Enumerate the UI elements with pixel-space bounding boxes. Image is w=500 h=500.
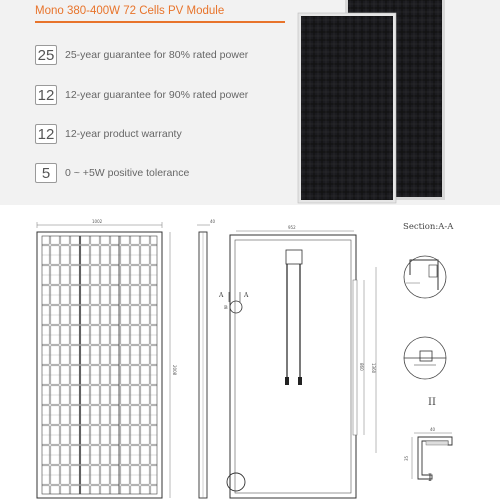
- section-marker-a-right: A: [244, 292, 249, 299]
- detail-label-1: I: [428, 473, 432, 484]
- front-view: [37, 219, 177, 498]
- feature-item: [35, 84, 248, 106]
- mount-a-label: 860: [359, 363, 364, 371]
- back-width-label: 952: [288, 225, 296, 230]
- feature-text: 25-year guarantee for 80% rated power: [65, 49, 249, 61]
- section-title: Section:A-A: [403, 222, 454, 232]
- back-view: [218, 225, 376, 498]
- technical-drawing: [0, 205, 500, 500]
- feature-badge: 5: [35, 163, 57, 183]
- detail-view-junction: [404, 337, 446, 379]
- feature-item: [35, 44, 248, 66]
- profile-dim-width: 40: [430, 427, 436, 432]
- detail-view-corner: [404, 256, 446, 298]
- feature-badge: 12: [35, 124, 57, 144]
- front-width-label: 1002: [92, 219, 103, 224]
- feature-item: [35, 123, 182, 145]
- profile-dim-height: 35: [404, 455, 409, 461]
- detail-label-2: II: [428, 397, 436, 408]
- feature-text: 12-year product warranty: [65, 128, 182, 140]
- drawing-canvas: [0, 205, 500, 500]
- product-title: Mono 380-400W 72 Cells PV Module: [35, 5, 225, 17]
- feature-item: [35, 162, 189, 184]
- section-marker-a-left: A: [219, 292, 224, 299]
- height-label: 2008: [172, 365, 177, 376]
- feature-text: 0 ~ +5W positive tolerance: [65, 167, 190, 179]
- product-info-band: [0, 0, 500, 205]
- side-view: [197, 219, 216, 498]
- side-depth-label: 40: [210, 219, 216, 224]
- detail-marker-b: B: [224, 305, 228, 311]
- mount-b-label: 1360: [371, 363, 376, 374]
- frame-profile-section: [404, 427, 452, 479]
- feature-badge: 12: [35, 85, 57, 105]
- feature-badge: 25: [35, 45, 57, 65]
- solar-panel-photo: [290, 0, 500, 205]
- feature-text: 12-year guarantee for 90% rated power: [65, 89, 249, 101]
- title-underline: [35, 21, 285, 23]
